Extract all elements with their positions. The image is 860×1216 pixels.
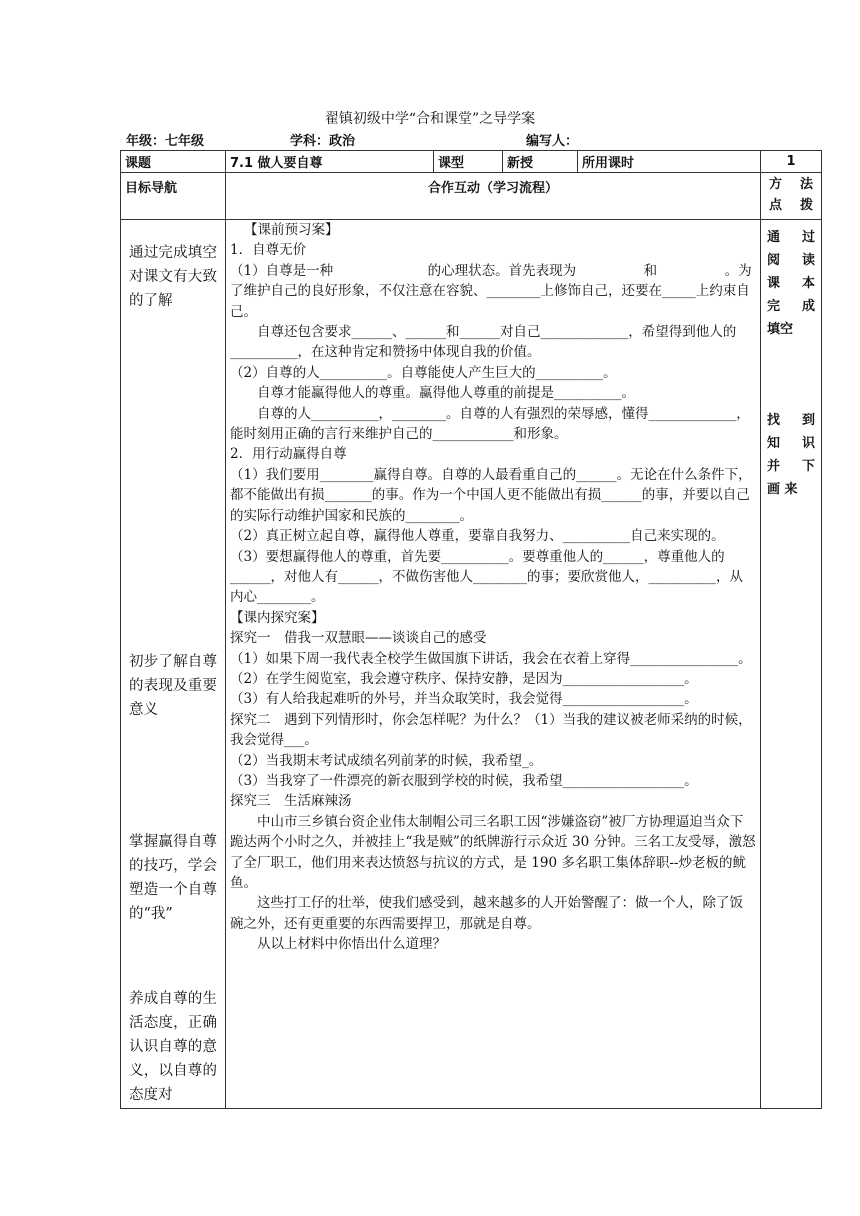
tip-item: 找 到 知 识 并 下 画 来 [767,413,815,497]
lesson-table [120,150,822,1109]
paragraph: （1）我们要用________赢得自尊。自尊的人最看重自己的______。无论在什么条件下，都不能做出有损_______的事。作为一个中国人更不能做出有损______的事，并要以自己的实际行动维护国家和民族的________。 [230,466,752,524]
type-value: 新授 [503,151,578,173]
tips-column [761,220,822,1109]
method-header: 方 法 点拨 [761,173,822,220]
paragraph: （3）要想赢得他人的尊重，首先要__________。要尊重他人的______，尊重他人的______，对他人有______，不做伤害他人________的事；要欣赏他人，__________，从内心________。 [230,548,743,606]
paragraph: （1）如果下周一我代表全校学生做国旗下讲话，我会在衣着上穿得________________。 [230,650,752,667]
page-title: 翟镇初级中学“合和课堂”之导学案 [324,111,536,127]
paragraph: （1）自尊是一种 的心理状态。首先表现为 和 。为了维护自己的良好形象，不仅注意在容貌、________上修饰自己，还要在_____上约束自己。 [230,262,752,320]
paragraph: （2）当我期末考试成绩名列前茅的时候，我希望_。 [230,752,543,769]
paragraph: 自尊还包含要求______、______和______对自己_____________，希望得到他人的__________，在这种肯定和赞扬中体现自我的价值。 [230,324,737,361]
subject-label: 学科：政治 [290,134,356,149]
grade-label: 年级：七年级 [126,134,205,149]
goal-item: 掌握赢得自尊的技巧，学会塑造一个自尊的“我” [129,834,217,922]
goal-item: 初步了解自尊的表现及重要意义 [129,654,217,718]
paragraph: 自尊才能赢得他人的尊重。赢得他人尊重的前提是__________。 [230,385,635,402]
paragraph: （3）有人给我起难听的外号，并当众取笑时，我会觉得__________________。 [230,691,698,708]
type-label: 课型 [434,151,503,173]
header-row [121,151,822,173]
paragraph: 从以上材料中你悟出什么道理？ [230,936,446,953]
paragraph: 中山市三乡镇台资企业伟太制帽公司三名职工因“涉嫌盗窃”被厂方协理逼迫当众下跪达两个小时之久，并被挂上“我是贼”的纸牌游行示众近 30 分钟。三名工友受辱，激怒了全厂职工，他们用来表达愤怒与抗议的方式，是 190 多名职工集体辞职--炒老板的鱿鱼。 [230,813,756,891]
subheading: 探究三 生活麻辣汤 [230,793,352,810]
flow-header: 合作互动（学习流程） [226,173,761,220]
paragraph: （2）自尊的人__________。自尊能使人产生巨大的__________。 [230,364,617,381]
paragraph: （3）当我穿了一件漂亮的新衣服到学校的时候，我希望__________________。 [230,772,698,789]
goals-column [121,220,226,1109]
main-row [121,220,822,1109]
subheading: 2．用行动赢得自尊 [230,446,347,463]
subheading: 1．自尊无价 [230,242,307,259]
goal-item: 通过完成填空对课文有大致的了解 [129,245,217,309]
paragraph: （2）真正树立起自尊，赢得他人尊重，要靠自我努力、__________自己来实现的。 [230,528,725,545]
paragraph: 自尊的人__________，________。自尊的人有强烈的荣辱感，懂得_____________，能时刻用正确的言行来维护自己的____________和形象。 [230,405,750,443]
subheading: 探究一 借我一双慧眼——谈谈自己的感受 [230,630,487,647]
column-header-row [121,173,822,220]
topic-label: 课题 [121,151,226,173]
periods-label: 所用课时 [578,151,761,173]
section-heading: 【课内探究案】 [230,609,325,626]
author-label: 编写人： [526,134,579,149]
content-column [226,220,761,1109]
paragraph: 探究二 遇到下列情形时，你会怎样呢？为什么？（1）当我的建议被老师采纳的时候，我会觉得___。 [230,711,752,749]
goal-item: 养成自尊的生活态度，正确认识自尊的意义，以自尊的态度对 [129,991,217,1103]
section-heading: 【课前预习案】 [244,222,339,238]
paragraph: （2）在学生阅览室，我会遵守秩序、保持安静，是因为__________________。 [230,670,698,687]
goal-nav-header: 目标导航 [121,173,226,220]
periods-value: 1 [761,151,822,173]
topic-value: 7.1 做人要自尊 [226,151,434,173]
tip-item: 通 过 阅 读 课 本 完 成 填空 [767,230,815,337]
paragraph: 这些打工仔的壮举，使我们感受到，越来越多的人开始警醒了：做一个人，除了饭碗之外，还有更重要的东西需要捍卫，那就是自尊。 [230,895,743,932]
